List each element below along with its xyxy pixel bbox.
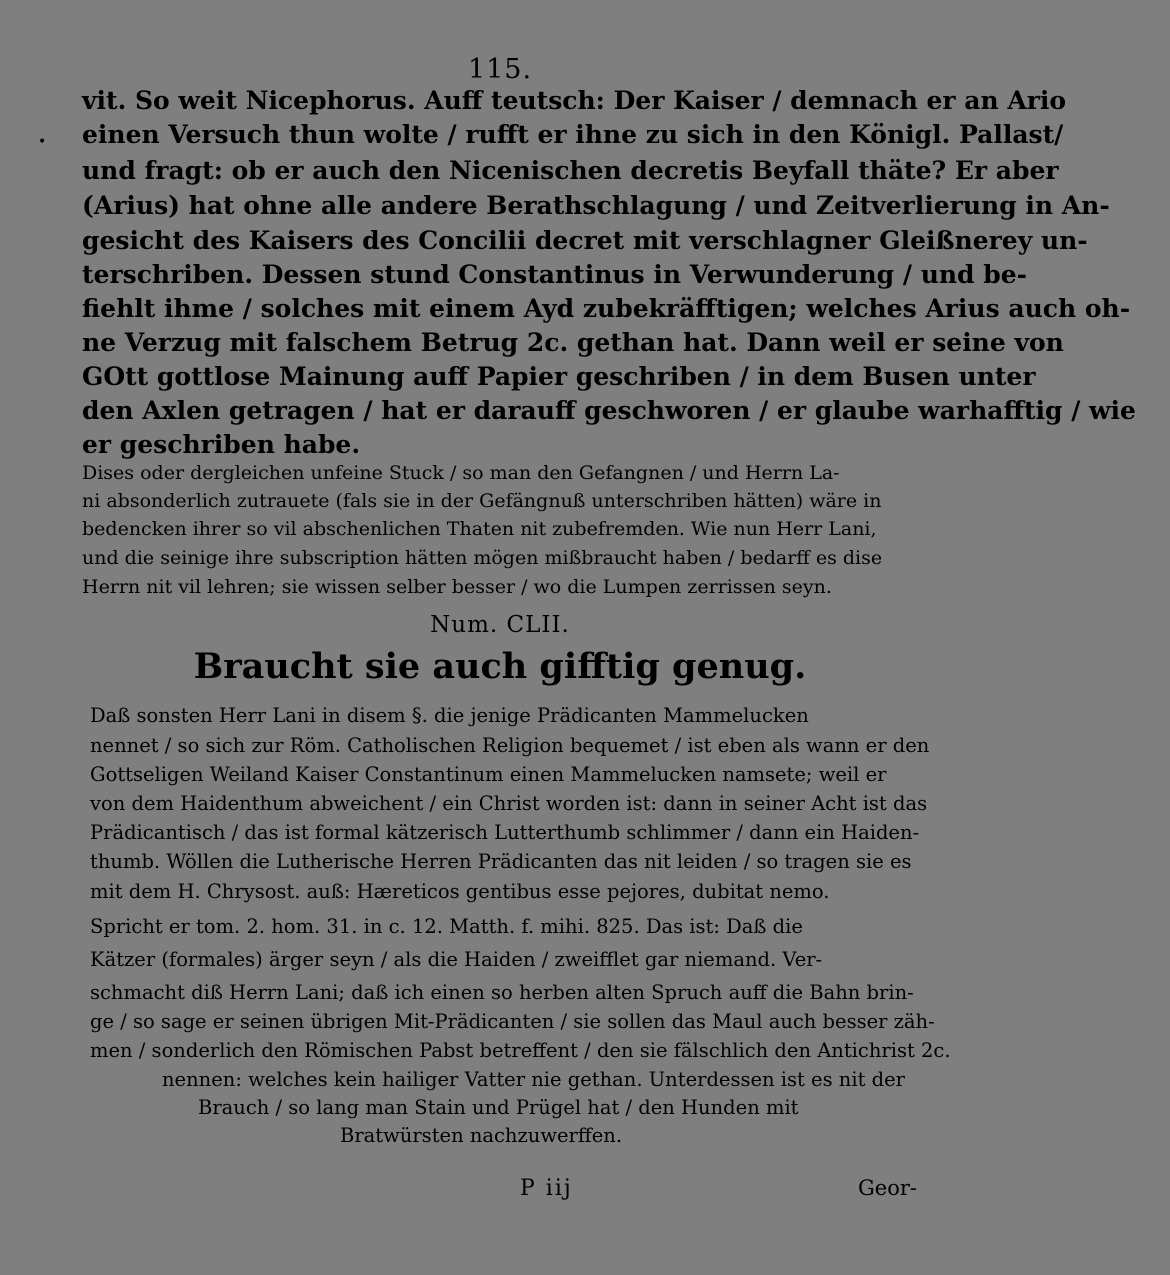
text-line: Spricht er tom. 2. hom. 31. in c. 12. Matth. f. mihi. 825. Das ist: Daß die — [90, 915, 803, 938]
text-line: Prädicantisch / das ist formal kätzerisch Lutterthumb schlimmer / dann ein Haiden- — [90, 821, 920, 844]
section-number: Num. CLII. — [430, 612, 570, 638]
text-line: thumb. Wöllen die Lutherische Herren Prädicanten das nit leiden / so tragen sie es — [90, 850, 912, 873]
text-line: fiehlt ihme / solches mit einem Ayd zubekräfftigen; welches Arius auch oh- — [82, 294, 1131, 323]
text-line: GOtt gottlose Mainung auff Papier geschriben / in dem Busen unter — [82, 362, 1036, 391]
text-line: einen Versuch thun wolte / rufft er ihne zu sich in den Königl. Pallast/ — [82, 120, 1064, 149]
page-number: 115. — [467, 54, 533, 85]
text-line: Herrn nit vil lehren; sie wissen selber besser / wo die Lumpen zerrissen seyn. — [82, 576, 832, 598]
text-line: ni absonderlich zutrauete (fals sie in der Gefängnuß unterschriben hätten) wäre in — [82, 490, 882, 512]
catchword: Geor- — [858, 1176, 917, 1200]
text-line: Bratwürsten nachzuwerffen. — [340, 1124, 623, 1147]
text-line: Gottseligen Weiland Kaiser Constantinum einen Mammelucken namsete; weil er — [90, 763, 887, 786]
text-line: Dises oder dergleichen unfeine Stuck / so man den Gefangnen / und Herrn La- — [82, 462, 840, 484]
text-line: (Arius) hat ohne alle andere Berathschlagung / und Zeitverlierung in An- — [82, 191, 1110, 220]
text-line: er geschriben habe. — [82, 430, 361, 459]
text-line: bedencken ihrer so vil abschenlichen Thaten nit zubefremden. Wie nun Herr Lani, — [82, 518, 877, 540]
margin-mark: • — [38, 134, 47, 150]
text-line: ne Verzug mit falschem Betrug 2c. gethan hat. Dann weil er seine von — [82, 328, 1064, 357]
text-line: schmacht diß Herrn Lani; daß ich einen so herben alten Spruch auff die Bahn brin- — [90, 981, 914, 1004]
text-line: mit dem H. Chrysost. auß: Hæreticos gentibus esse pejores, dubitat nemo. — [90, 880, 830, 903]
text-line: nennet / so sich zur Röm. Catholischen Religion bequemet / ist eben als wann er den — [90, 734, 930, 757]
signature-mark: P iij — [520, 1176, 573, 1201]
section-heading: Braucht sie auch gifftig genug. — [193, 646, 807, 687]
text-line: Brauch / so lang man Stain und Prügel hat / den Hunden mit — [198, 1096, 799, 1119]
text-line: und fragt: ob er auch den Nicenischen decretis Beyfall thäte? Er aber — [82, 156, 1059, 185]
text-line: vit. So weit Nicephorus. Auff teutsch: Der Kaiser / demnach er an Ario — [82, 86, 1067, 115]
text-line: terschriben. Dessen stund Constantinus in Verwunderung / und be- — [82, 260, 1027, 289]
text-line: men / sonderlich den Römischen Pabst betreffent / den sie fälschlich den Antichrist 2c. — [90, 1039, 951, 1062]
text-line: von dem Haidenthum abweichent / ein Christ worden ist: dann in seiner Acht ist das — [90, 792, 928, 815]
text-line: gesicht des Kaisers des Concilii decret mit verschlagner Gleißnerey un- — [82, 226, 1088, 255]
text-line: und die seinige ihre subscription hätten mögen mißbraucht haben / bedarff es dise — [82, 547, 883, 569]
text-line: Daß sonsten Herr Lani in disem §. die jenige Prädicanten Mammelucken — [90, 704, 809, 727]
text-line: Kätzer (formales) ärger seyn / als die Haiden / zweifflet gar niemand. Ver- — [90, 948, 823, 971]
text-line: den Axlen getragen / hat er darauff geschworen / er glaube warhafftig / wie — [82, 396, 1136, 425]
text-line: ge / so sage er seinen übrigen Mit-Prädicanten / sie sollen das Maul auch besser zäh- — [90, 1010, 935, 1033]
text-line: nennen: welches kein hailiger Vatter nie gethan. Unterdessen ist es nit der — [162, 1068, 905, 1091]
